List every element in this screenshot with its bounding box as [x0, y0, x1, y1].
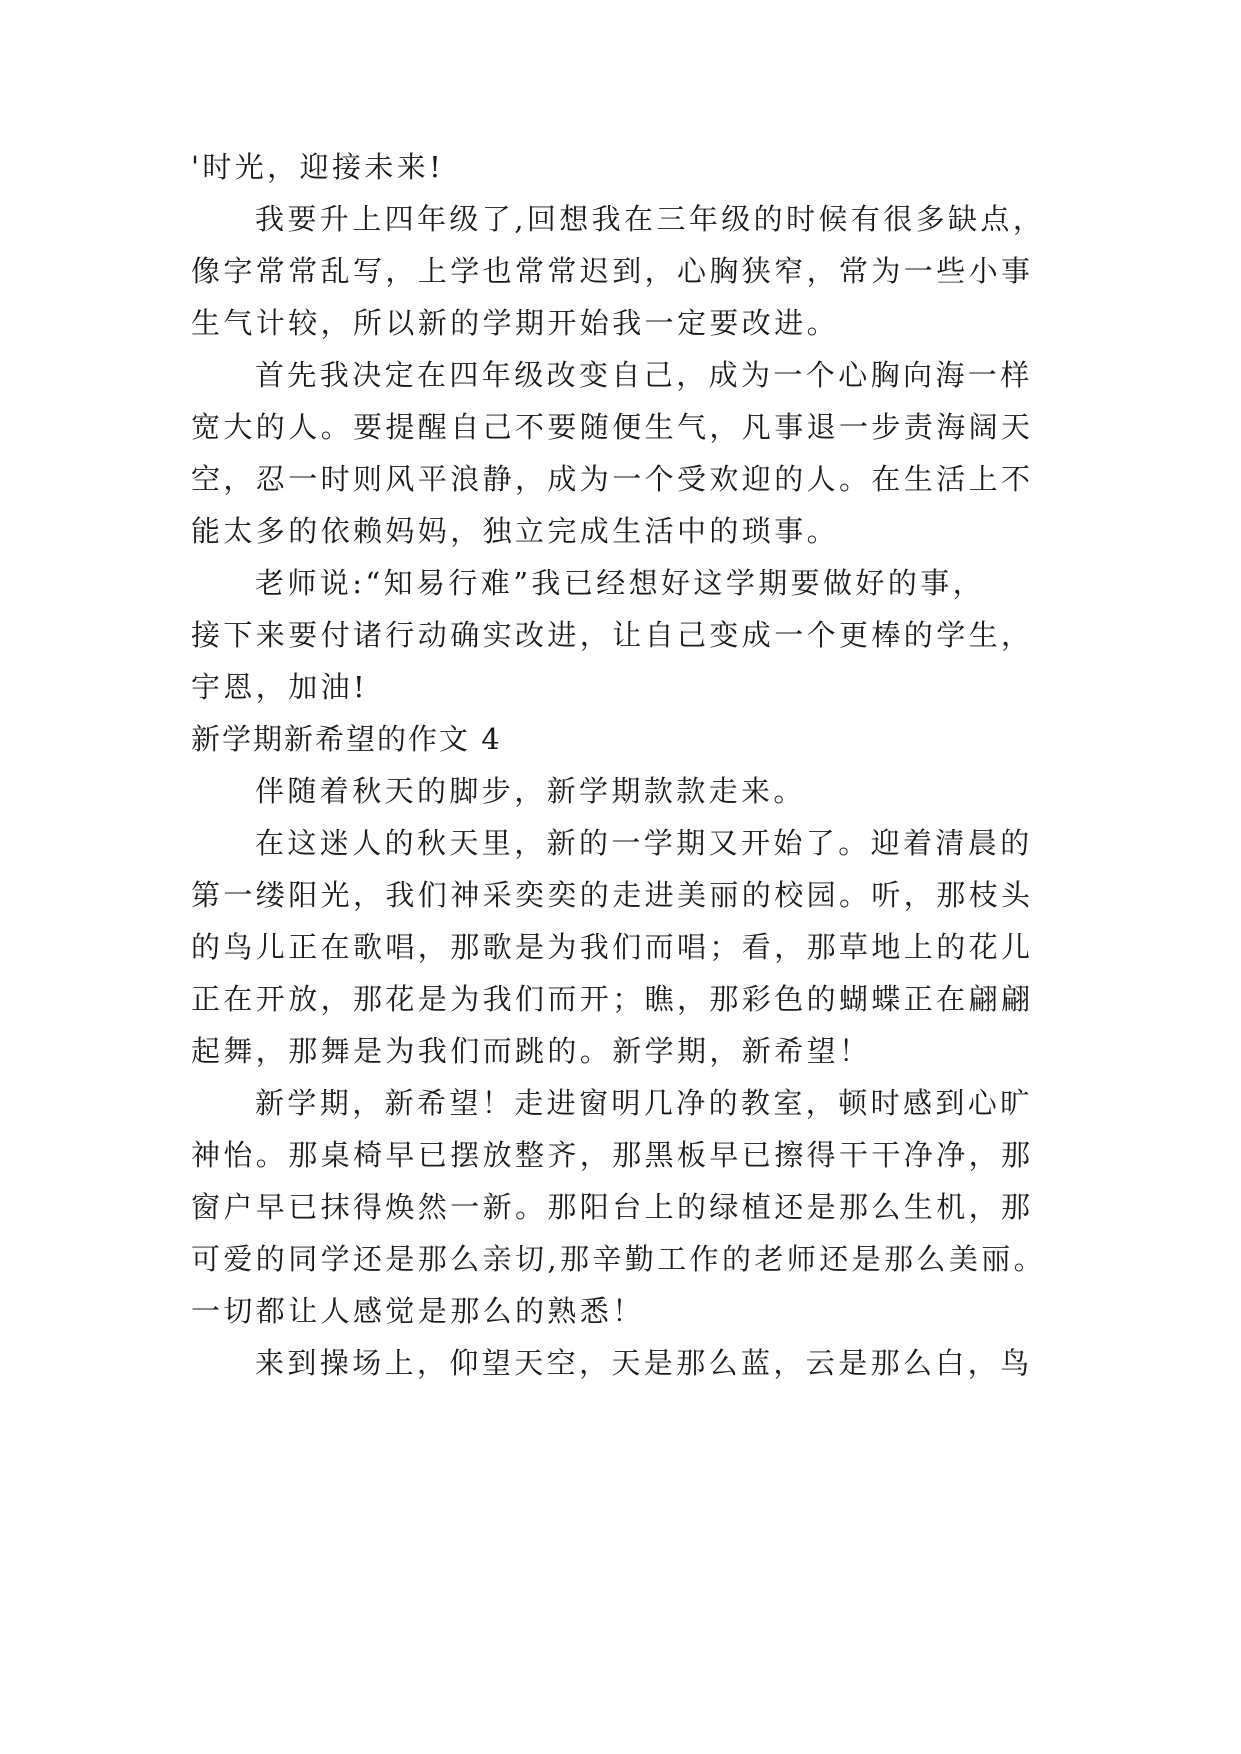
- text-line: 正在开放，那花是为我们而开；瞧，那彩色的蝴蝶正在翩翩: [191, 982, 1034, 1016]
- paragraph-first-line: 来到操场上，仰望天空，天是那么蓝，云是那么白，鸟: [255, 1346, 1033, 1380]
- text-line: 的鸟儿正在歌唱，那歌是为我们而唱；看，那草地上的花儿: [191, 930, 1034, 964]
- text-line: 宇恩，加油!: [191, 670, 369, 704]
- text-line: 起舞，那舞是为我们而跳的。新学期，新希望！: [191, 1034, 872, 1068]
- text-line: 接下来要付诸行动确实改进，让自己变成一个更棒的学生，: [191, 618, 1034, 652]
- section-heading: 新学期新希望的作文 4: [191, 722, 502, 756]
- paragraph-first-line: 在这迷人的秋天里，新的一学期又开始了。迎着清晨的: [255, 826, 1033, 860]
- text-line: 神怡。那桌椅早已摆放整齐，那黑板早已擦得干干净净，那: [191, 1138, 1034, 1172]
- paragraph-first-line: 首先我决定在四年级改变自己，成为一个心胸向海一样: [255, 358, 1033, 392]
- paragraph-first-line: 我要升上四年级了,回想我在三年级的时候有很多缺点，: [255, 202, 1046, 236]
- paragraph-first-line: 伴随着秋天的脚步，新学期款款走来。: [255, 774, 806, 808]
- paragraph-first-line: 老师说:“知易行难”我已经想好这学期要做好的事，: [255, 566, 986, 600]
- text-line: 第一缕阳光，我们神采奕奕的走进美丽的校园。听，那枝头: [191, 878, 1034, 912]
- text-line: 能太多的依赖妈妈，独立完成生活中的琐事。: [191, 514, 840, 548]
- text-line: 像字常常乱写，上学也常常迟到，心胸狭窄，常为一些小事: [191, 254, 1034, 288]
- text-line: 窗户早已抹得焕然一新。那阳台上的绿植还是那么生机，那: [191, 1190, 1034, 1224]
- paragraph-first-line: 新学期，新希望！走进窗明几净的教室，顿时感到心旷: [255, 1086, 1033, 1120]
- text-line: '时光，迎接未来!: [191, 150, 445, 184]
- text-line: 宽大的人。要提醒自己不要随便生气，凡事退一步责海阔天: [191, 410, 1034, 444]
- text-line: 空，忍一时则风平浪静，成为一个受欢迎的人。在生活上不: [191, 462, 1034, 496]
- text-line: 生气计较，所以新的学期开始我一定要改进。: [191, 306, 840, 340]
- text-line: 可爱的同学还是那么亲切,那辛勤工作的老师还是那么美丽。: [191, 1242, 1047, 1276]
- text-line: 一切都让人感觉是那么的熟悉！: [191, 1294, 645, 1328]
